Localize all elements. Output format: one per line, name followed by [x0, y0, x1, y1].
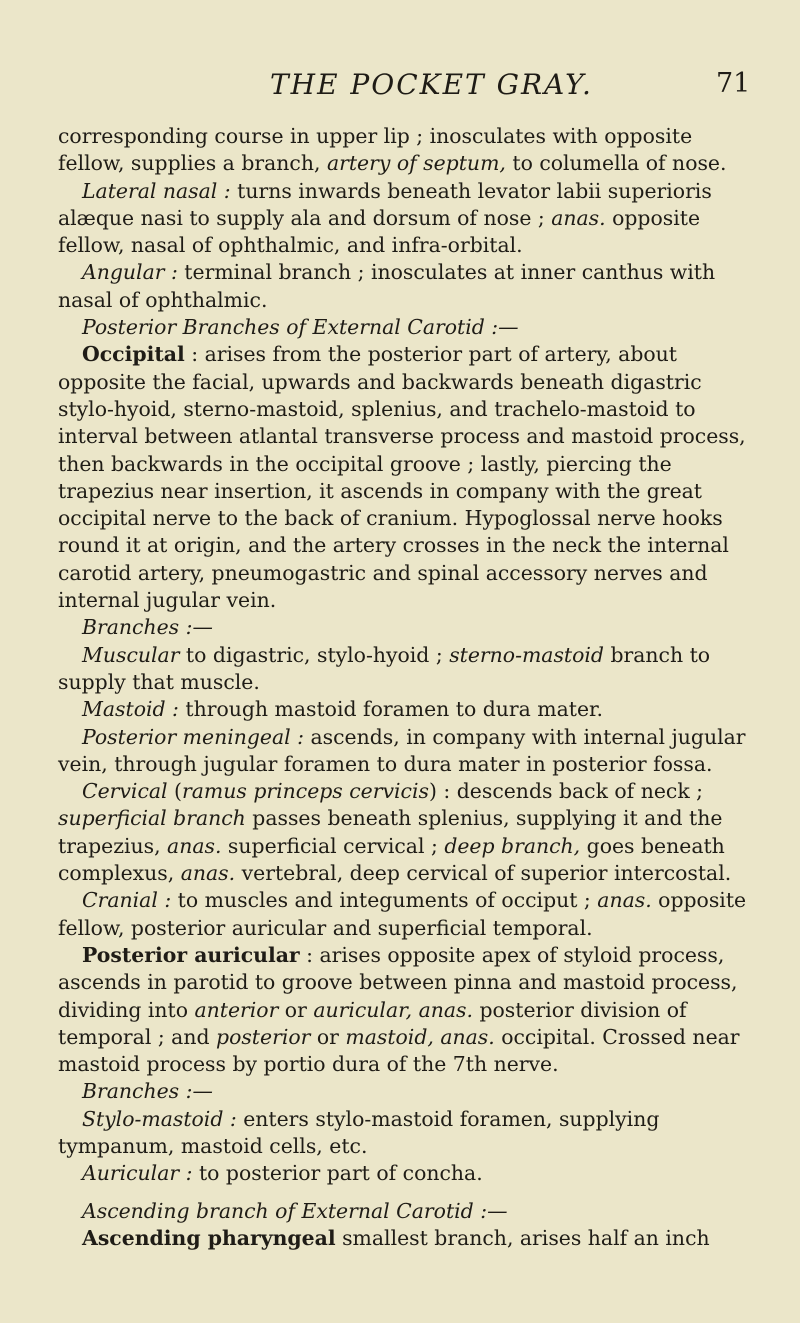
italic-text: Muscular — [82, 642, 180, 667]
text-run: or — [310, 1024, 346, 1049]
italic-text: Mastoid : — [82, 697, 179, 722]
italic-text: deep branch, — [444, 833, 581, 858]
italic-text: anas. — [418, 997, 473, 1022]
italic-text: Posterior Branches of External Carotid :— — [82, 315, 519, 340]
paragraph — [58, 1160, 756, 1187]
text-run: ) : descends back of neck ; — [428, 779, 704, 804]
italic-text: Lateral nasal : — [82, 178, 231, 203]
paragraph — [58, 696, 756, 723]
text-run: posterior division of temporal ; and — [58, 997, 687, 1049]
text-run: opposite fellow, posterior auricular and superficial temporal. — [58, 888, 747, 940]
text-run: to columella of nose. — [505, 151, 727, 176]
bold-term: Occipital — [82, 342, 185, 367]
italic-text: auricular, — [313, 997, 413, 1022]
italic-text: anas. — [440, 1024, 495, 1049]
italic-text: ramus princeps cervicis — [182, 779, 429, 804]
italic-text: Posterior meningeal : — [82, 724, 305, 749]
italic-text: artery of septum, — [326, 151, 506, 176]
italic-text: Cranial : — [82, 888, 172, 913]
text-run: smallest branch, arises half an inch — [335, 1225, 710, 1250]
paragraph — [58, 942, 756, 1078]
paragraph — [58, 1106, 756, 1161]
paragraph — [58, 778, 756, 887]
text-run: branch to supply that muscle. — [58, 642, 711, 694]
text-run: superficial cervical ; — [221, 833, 445, 858]
italic-text: anas. — [180, 861, 236, 886]
paragraph — [58, 1225, 756, 1252]
text-run: ascends, in company with internal jugular vein, through jugular foramen to dura mater in posterior fossa. — [58, 724, 746, 776]
text-run: vertebral, deep cervical of superior intercostal. — [235, 861, 732, 886]
text-run: passes beneath splenius, supplying it and the trapezius, — [58, 806, 723, 858]
text-run: terminal branch ; inosculates at inner canthus with nasal of ophthalmic. — [58, 260, 716, 312]
italic-text: anas. — [551, 205, 606, 230]
text-run: turns inwards beneath levator labii superioris alæque nasi to supply ala and dorsum of nose ; — [58, 178, 712, 230]
text-run: ( — [167, 779, 182, 804]
italic-text: posterior — [216, 1024, 311, 1049]
paragraph — [58, 614, 756, 641]
bold-term: Posterior auricular — [82, 942, 300, 967]
text-run: occipital. Crossed near mastoid process by portio dura of the 7th nerve. — [58, 1024, 740, 1077]
bold-term: Ascending pharyngeal — [82, 1225, 336, 1250]
italic-text: Stylo-mastoid : — [82, 1106, 237, 1131]
text-run: : arises opposite apex of styloid process, ascends in parotid to groove between pinna and mastoid process, dividing into — [58, 942, 738, 1022]
paragraph — [58, 887, 756, 942]
text-run: goes beneath complexus, — [58, 833, 725, 886]
italic-text: superficial branch — [58, 806, 246, 831]
text-run: to muscles and integuments of occiput ; — [171, 888, 598, 913]
body-text — [58, 123, 756, 1252]
italic-text: Branches :— — [82, 615, 213, 640]
paragraph — [58, 259, 756, 314]
paragraph — [58, 314, 756, 341]
text-run: to posterior part of concha. — [192, 1161, 483, 1186]
paragraph — [58, 123, 756, 178]
text-run: opposite fellow, nasal of ophthalmic, and infra-orbital. — [58, 205, 701, 258]
italic-text: Branches :— — [82, 1079, 213, 1104]
italic-text: mastoid, — [345, 1024, 434, 1049]
italic-text: Auricular : — [82, 1161, 193, 1186]
text-run: corresponding course in upper lip ; inosculates with opposite fellow, supplies a branch, — [58, 124, 693, 176]
text-run: through mastoid foramen to dura mater. — [178, 697, 604, 722]
text-run: to digastric, stylo-hyoid ; — [179, 642, 450, 667]
italic-text: anas. — [167, 833, 222, 858]
italic-text: anas. — [597, 888, 652, 913]
paragraph — [58, 341, 756, 614]
running-head: THE POCKET GRAY. — [270, 68, 593, 101]
paragraph — [58, 642, 756, 697]
paragraph — [58, 1078, 756, 1105]
paragraph — [58, 178, 756, 260]
text-run: or — [278, 997, 314, 1022]
italic-text: Angular : — [82, 260, 178, 285]
text-run: enters stylo-mastoid foramen, supplying tympanum, mastoid cells, etc. — [58, 1106, 660, 1158]
italic-text: sterno-mastoid — [449, 642, 604, 667]
page-number: 71 — [716, 68, 751, 99]
paragraph — [58, 724, 756, 779]
text-run: : arises from the posterior part of artery, about opposite the facial, upwards and backwards beneath digastric stylo-hyoid, sterno-mastoid, splenius, and trachelo-mastoid to interval between atlantal transverse process and mastoid process, then backwards in the occipital groove ; lastly, piercing the trapezius near insertion, it ascends in company with the great occipital nerve to the back of cranium. Hypoglossal nerve hooks round it at origin, and the artery crosses in the neck the internal carotid artery, pneumogastric and spinal accessory nerves and internal jugular vein. — [58, 342, 746, 613]
italic-text: anterior — [194, 997, 279, 1022]
paragraph — [58, 1198, 756, 1225]
italic-text: Ascending branch of External Carotid :— — [82, 1198, 508, 1223]
italic-text: Cervical — [82, 779, 168, 804]
